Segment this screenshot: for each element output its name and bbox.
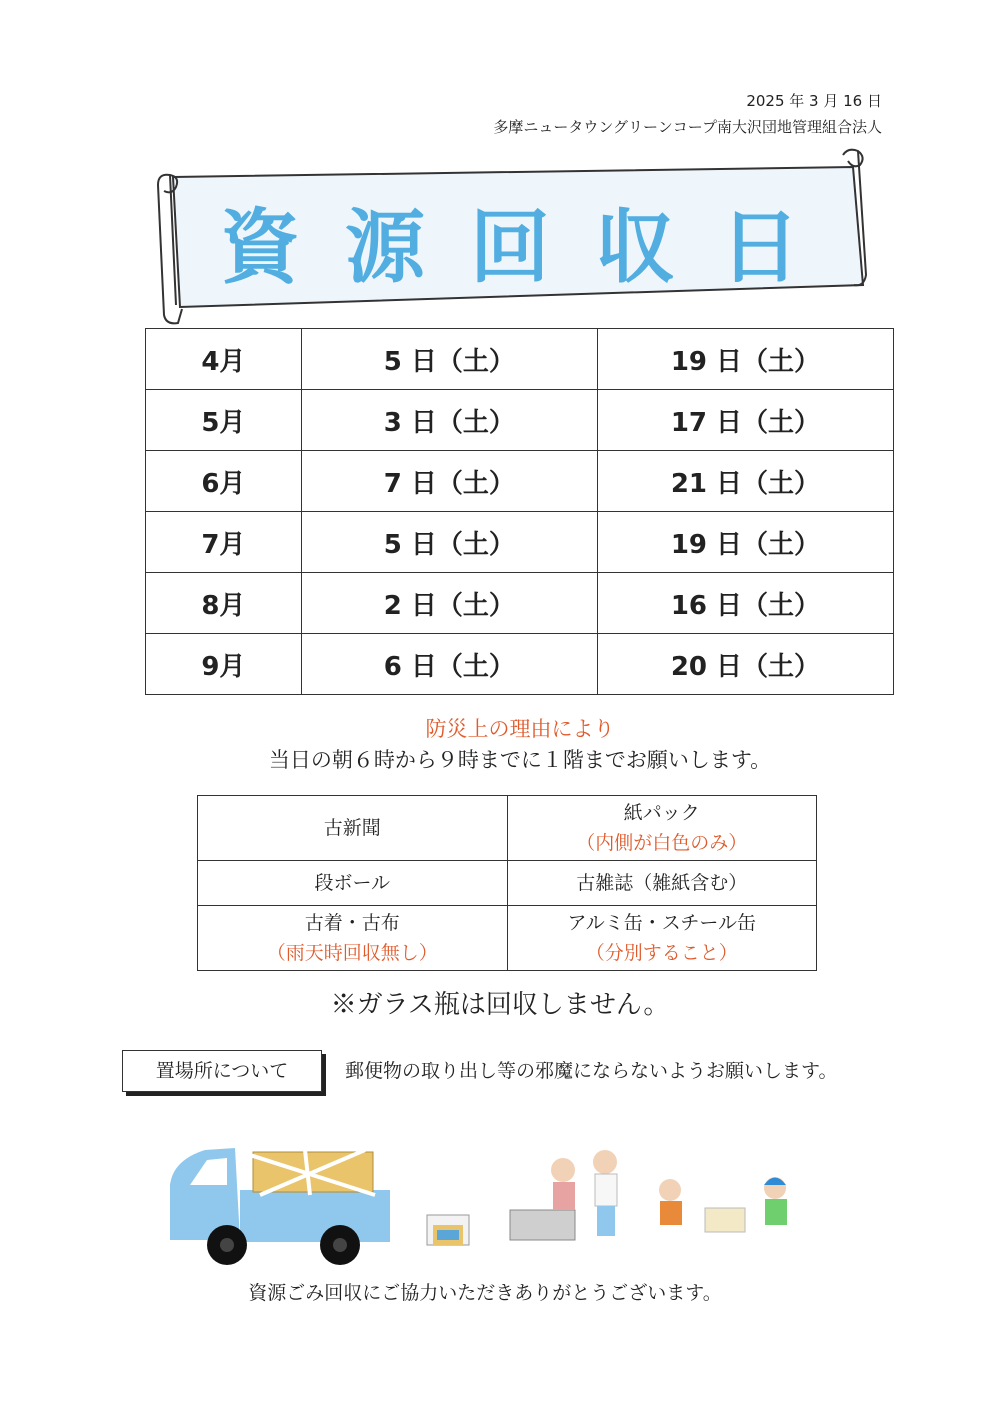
item-label: 段ボール (314, 872, 391, 894)
table-row (198, 861, 817, 906)
second-date-cell: 19 日（土） (597, 329, 893, 390)
first-date-cell: 7 日（土） (301, 451, 597, 512)
disaster-reason-note: 防災上の理由により (425, 717, 615, 741)
item-note: （分別すること） (585, 942, 738, 964)
table-row (146, 329, 894, 390)
recyclable-items-table (197, 795, 817, 971)
item-paper-pack (507, 796, 817, 861)
month-cell: 7月 (146, 512, 302, 573)
table-row (146, 390, 894, 451)
time-instruction: 当日の朝６時から９時までに１階までお願いします。 (268, 748, 772, 772)
item-label: アルミ缶・スチール缶 (567, 912, 756, 934)
title-char: 収 (595, 200, 675, 294)
second-date-cell: 20 日（土） (597, 634, 893, 695)
table-row (146, 573, 894, 634)
item-label: 紙パック (623, 802, 700, 824)
item-label: 古雑誌（雑紙含む） (576, 872, 748, 894)
page-title (210, 190, 810, 294)
people-sorting-icon (510, 1150, 617, 1240)
item-clothes (198, 906, 508, 971)
table-row (146, 512, 894, 573)
item-newspaper (198, 796, 508, 861)
thank-you-message: 資源ごみ回収にご協力いただきありがとうございます。 (248, 1282, 722, 1304)
placement-note: 郵便物の取り出し等の邪魔にならないようお願いします。 (345, 1060, 838, 1082)
first-date-cell: 5 日（土） (301, 329, 597, 390)
item-cardboard (198, 861, 508, 906)
placement-label-box: 置場所について (122, 1050, 322, 1092)
item-label: 古着・古布 (304, 912, 400, 934)
second-date-cell: 17 日（土） (597, 390, 893, 451)
item-label: 古新聞 (323, 817, 381, 839)
bundled-paper-icon (427, 1215, 469, 1245)
second-date-cell: 21 日（土） (597, 451, 893, 512)
first-date-cell: 3 日（土） (301, 390, 597, 451)
item-note: （内側が白色のみ） (576, 832, 748, 854)
item-cans (507, 906, 817, 971)
month-cell: 9月 (146, 634, 302, 695)
table-row (198, 796, 817, 861)
title-char: 源 (345, 200, 425, 294)
title-char: 回 (470, 200, 550, 294)
second-date-cell: 19 日（土） (597, 512, 893, 573)
item-note: （雨天時回収無し） (266, 942, 438, 964)
month-cell: 5月 (146, 390, 302, 451)
month-cell: 6月 (146, 451, 302, 512)
children-recycling-icon (659, 1177, 787, 1232)
recycling-illustration (165, 1130, 815, 1270)
collection-schedule-table (145, 328, 894, 695)
second-date-cell: 16 日（土） (597, 573, 893, 634)
table-row (146, 634, 894, 695)
table-row (198, 906, 817, 971)
glass-bottle-note: ※ガラス瓶は回収しません。 (330, 990, 670, 1020)
issue-date: 2025 年 3 月 16 日 (746, 92, 882, 110)
first-date-cell: 2 日（土） (301, 573, 597, 634)
month-cell: 8月 (146, 573, 302, 634)
title-char: 日 (720, 200, 800, 294)
table-row (146, 451, 894, 512)
truck-icon (170, 1148, 390, 1265)
title-char: 資 (220, 200, 300, 294)
first-date-cell: 5 日（土） (301, 512, 597, 573)
first-date-cell: 6 日（土） (301, 634, 597, 695)
month-cell: 4月 (146, 329, 302, 390)
organization-name: 多摩ニュータウングリーンコープ南大沢団地管理組合法人 (493, 118, 882, 136)
item-magazines (507, 861, 817, 906)
